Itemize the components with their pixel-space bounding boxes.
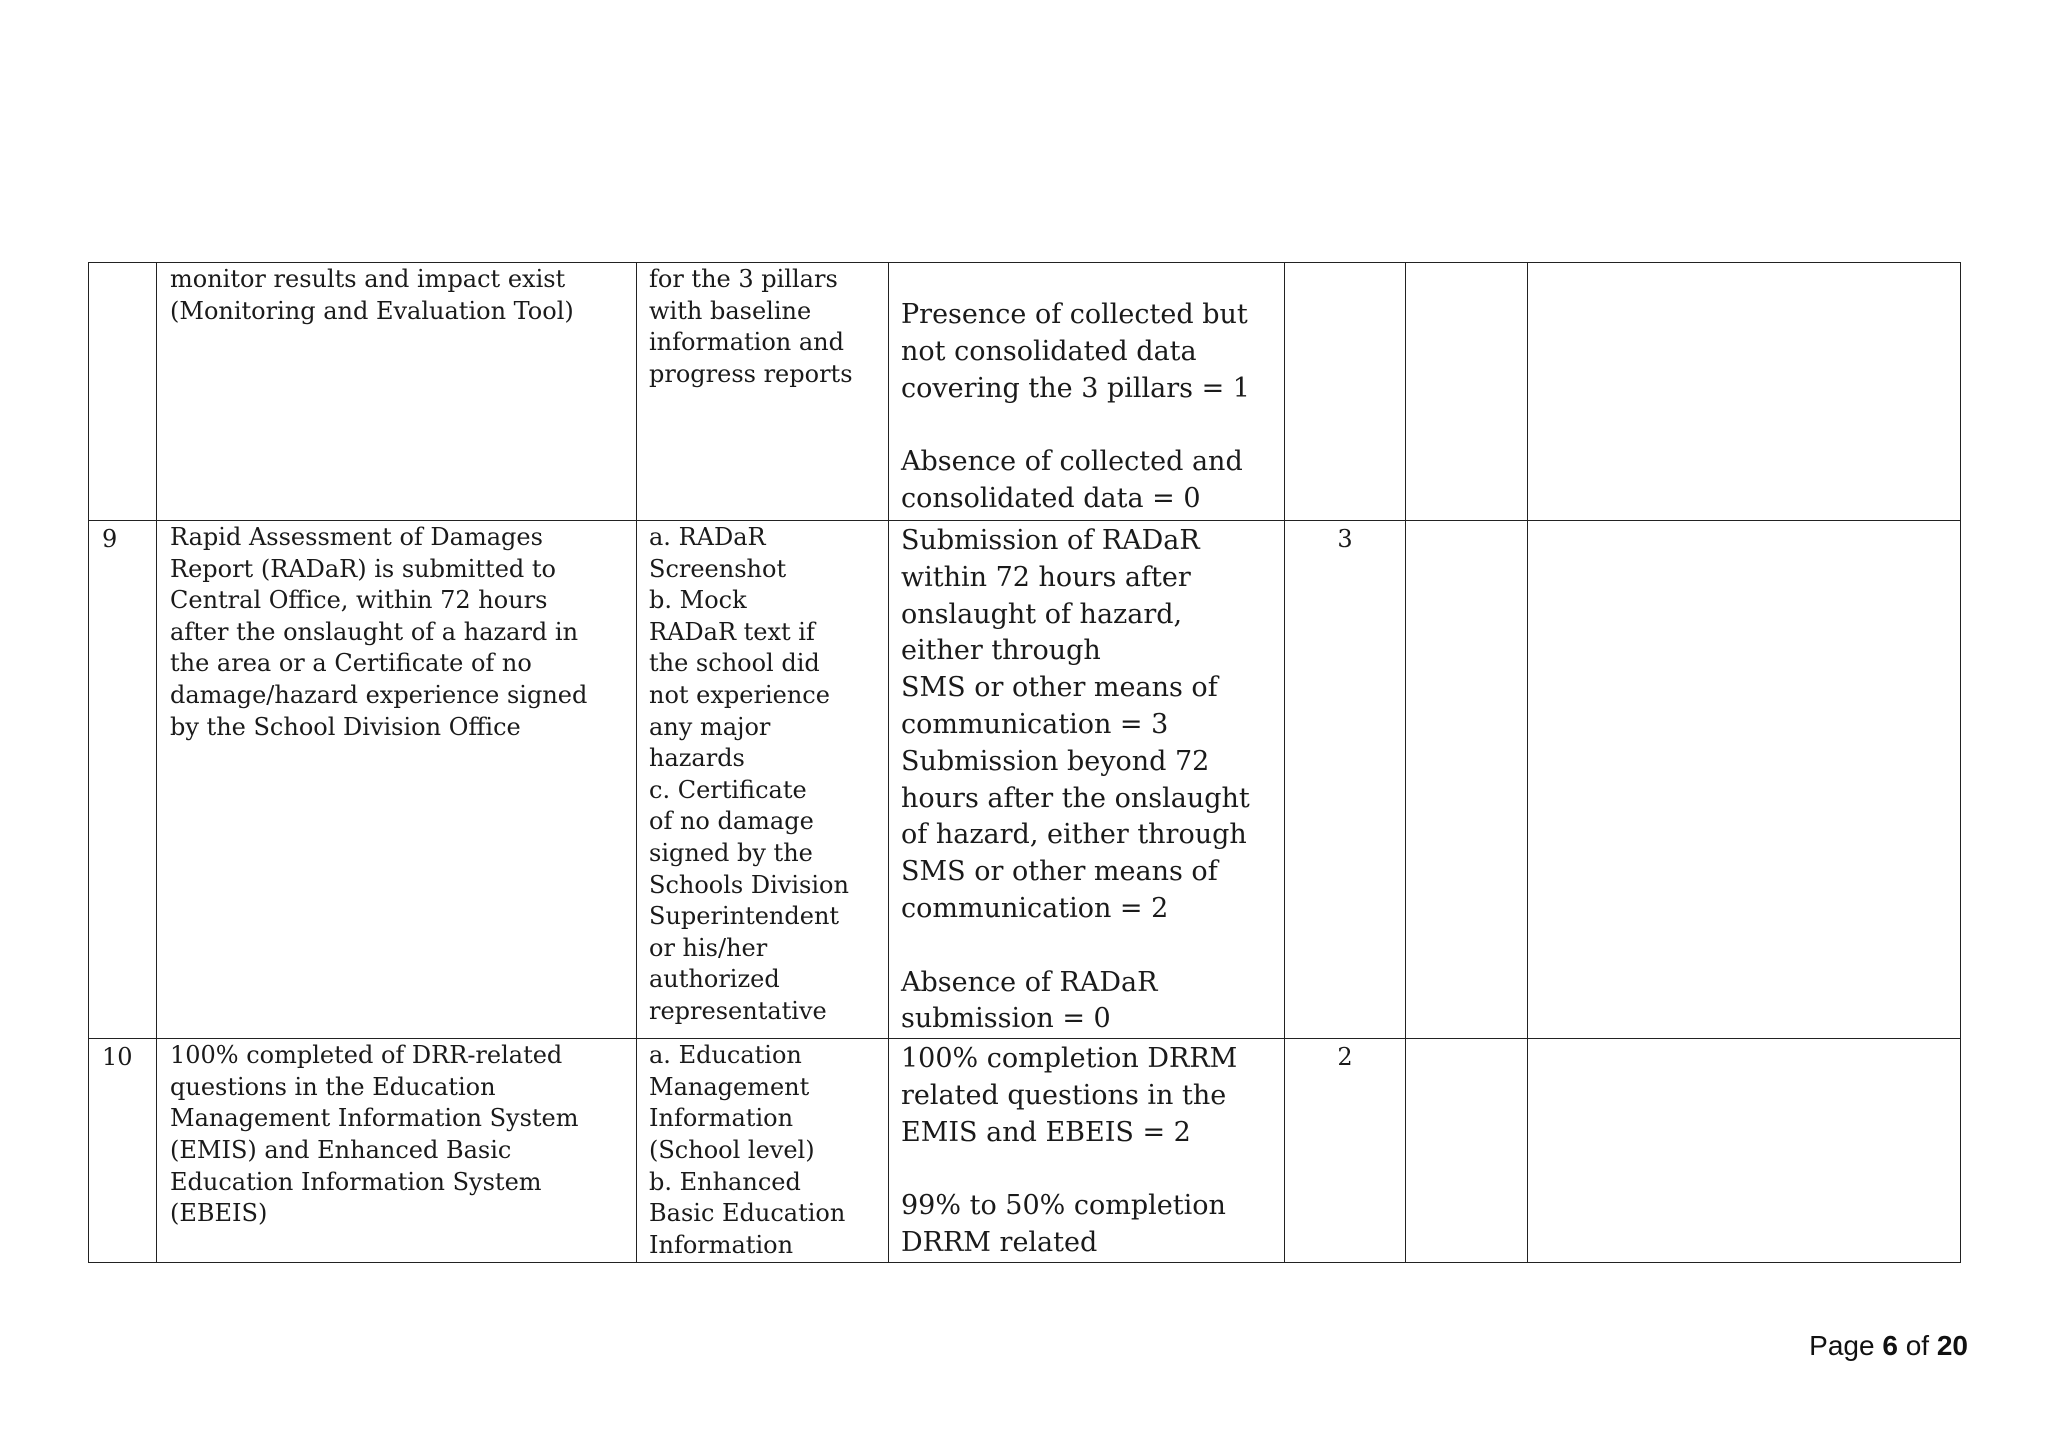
max-points-cell: 3 bbox=[1285, 521, 1406, 1039]
means-of-verification-cell: for the 3 pillars with baseline information and progress reports bbox=[637, 263, 889, 521]
means-of-verification-cell: a. Education Management Information (School level) b. Enhanced Basic Education Information bbox=[637, 1039, 889, 1263]
score-cell bbox=[1406, 1039, 1528, 1263]
max-points-cell bbox=[1285, 263, 1406, 521]
current-page-number: 6 bbox=[1882, 1330, 1898, 1361]
table-row bbox=[89, 1039, 1961, 1263]
remarks-cell bbox=[1528, 521, 1961, 1039]
score-cell bbox=[1406, 521, 1528, 1039]
assessment-table bbox=[88, 262, 1961, 1263]
means-of-verification-cell: a. RADaR Screenshot b. Mock RADaR text if the school did not experience any major hazards c. Certificate of no damage signed by the Schools Division Superintendent or his/her authorized representative bbox=[637, 521, 889, 1039]
indicator-cell: Rapid Assessment of Damages Report (RADaR) is submitted to Central Office, within 72 hours after the onslaught of a hazard in the area or a Certificate of no damage/hazard experience signed by the School Division Office bbox=[157, 521, 637, 1039]
table-row bbox=[89, 263, 1961, 521]
page-footer bbox=[1809, 1330, 1968, 1362]
remarks-cell bbox=[1528, 1039, 1961, 1263]
row-number-cell: 9 bbox=[89, 521, 157, 1039]
max-points-cell: 2 bbox=[1285, 1039, 1406, 1263]
row-number-cell bbox=[89, 263, 157, 521]
total-pages-number: 20 bbox=[1936, 1330, 1968, 1361]
indicator-cell: 100% completed of DRR-related questions in the Education Management Information System (EMIS) and Enhanced Basic Education Information System (EBEIS) bbox=[157, 1039, 637, 1263]
indicator-cell: monitor results and impact exist (Monitoring and Evaluation Tool) bbox=[157, 263, 637, 521]
table-row bbox=[89, 521, 1961, 1039]
points-cell: Presence of collected but not consolidated data covering the 3 pillars = 1 Absence of collected and consolidated data = 0 bbox=[889, 263, 1285, 521]
of-label: of bbox=[1905, 1330, 1930, 1361]
page-label: Page bbox=[1809, 1330, 1875, 1361]
score-cell bbox=[1406, 263, 1528, 521]
row-number-cell: 10 bbox=[89, 1039, 157, 1263]
points-cell: 100% completion DRRM related questions in the EMIS and EBEIS = 2 99% to 50% completion DRRM related bbox=[889, 1039, 1285, 1263]
points-cell: Submission of RADaR within 72 hours after onslaught of hazard, either through SMS or other means of communication = 3 Submission beyond 72 hours after the onslaught of hazard, either through SMS or other means of communication = 2 Absence of RADaR submission = 0 bbox=[889, 521, 1285, 1039]
remarks-cell bbox=[1528, 263, 1961, 521]
